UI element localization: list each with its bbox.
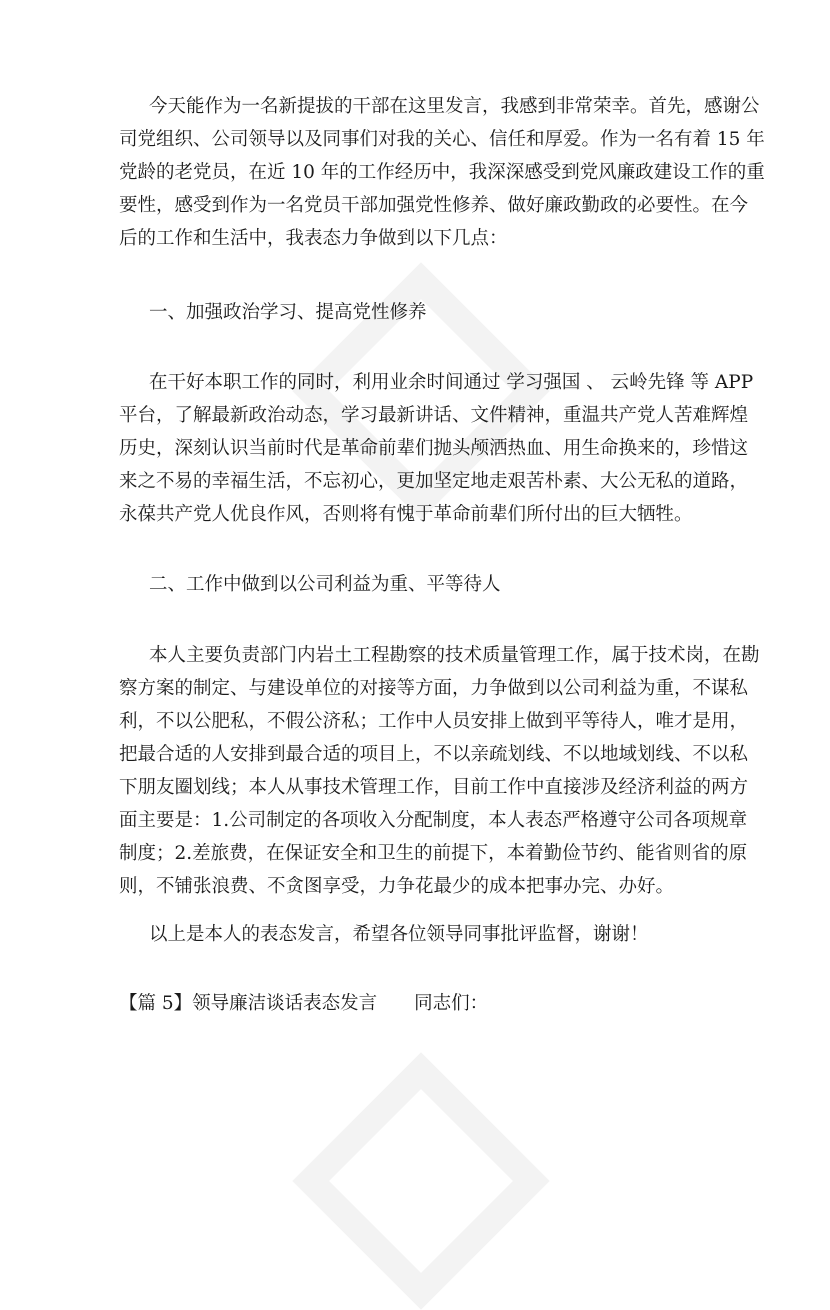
intro-line: 今天能作为一名新提拔的干部在这里发言，我感到非常荣幸。首先，感谢公	[149, 96, 760, 117]
intro-line: 司党组织、公司领导以及同事们对我的关心、信任和厚爱。作为一名有着 15 年	[119, 129, 765, 150]
paragraph-2-line: 察方案的制定、与建设单位的对接等方面，力争做到以公司利益为重，不谋私	[119, 678, 749, 699]
paragraph-2-line: 本人主要负责部门内岩土工程勘察的技术质量管理工作，属于技术岗，在勘	[149, 645, 760, 666]
paragraph-2-line: 下朋友圈划线；本人从事技术管理工作，目前工作中直接涉及经济利益的两方	[119, 777, 749, 798]
paragraph-2-line: 把最合适的人安排到最合适的项目上，不以亲疏划线、不以地域划线、不以私	[119, 744, 749, 765]
paragraph-1-line: 来之不易的幸福生活，不忘初心，更加坚定地走艰苦朴素、大公无私的道路，	[119, 471, 749, 492]
intro-line: 党龄的老党员，在近 10 年的工作经历中，我深深感受到党风廉政建设工作的重	[119, 162, 765, 183]
section-heading-2: 二、工作中做到以公司利益为重、平等待人	[149, 574, 501, 595]
paragraph-2-line: 面主要是：1.公司制定的各项收入分配制度，本人表态严格遵守公司各项规章	[119, 810, 748, 831]
intro-line: 后的工作和生活中，我表态力争做到以下几点：	[119, 228, 508, 249]
section-heading-1: 一、加强政治学习、提高党性修养	[149, 302, 427, 323]
watermark-shape	[292, 1052, 549, 1309]
paragraph-1-line: 历史，深刻认识当前时代是革命前辈们抛头颅洒热血、用生命换来的，珍惜这	[119, 438, 749, 459]
paragraph-2-line: 利，不以公肥私，不假公济私；工作中人员安排上做到平等待人，唯才是用，	[119, 711, 749, 732]
next-section-title: 【篇 5】领导廉洁谈话表态发言 同志们：	[119, 993, 489, 1014]
paragraph-1-line: 在干好本职工作的同时，利用业余时间通过 学习强国 、 云岭先锋 等 APP	[149, 372, 754, 393]
intro-line: 要性，感受到作为一名党员干部加强党性修养、做好廉政勤政的必要性。在今	[119, 195, 749, 216]
paragraph-2-line: 制度；2.差旅费，在保证安全和卫生的前提下，本着勤俭节约、能省则省的原	[119, 843, 748, 864]
paragraph-1-line: 平台，了解最新政治动态，学习最新讲话、文件精神，重温共产党人苦难辉煌	[119, 405, 749, 426]
paragraph-1-line: 永葆共产党人优良作风，否则将有愧于革命前辈们所付出的巨大牺牲。	[119, 504, 693, 525]
closing-line: 以上是本人的表态发言，希望各位领导同事批评监督，谢谢！	[149, 924, 649, 945]
paragraph-2-line: 则，不铺张浪费、不贪图享受，力争花最少的成本把事办完、办好。	[119, 876, 675, 897]
